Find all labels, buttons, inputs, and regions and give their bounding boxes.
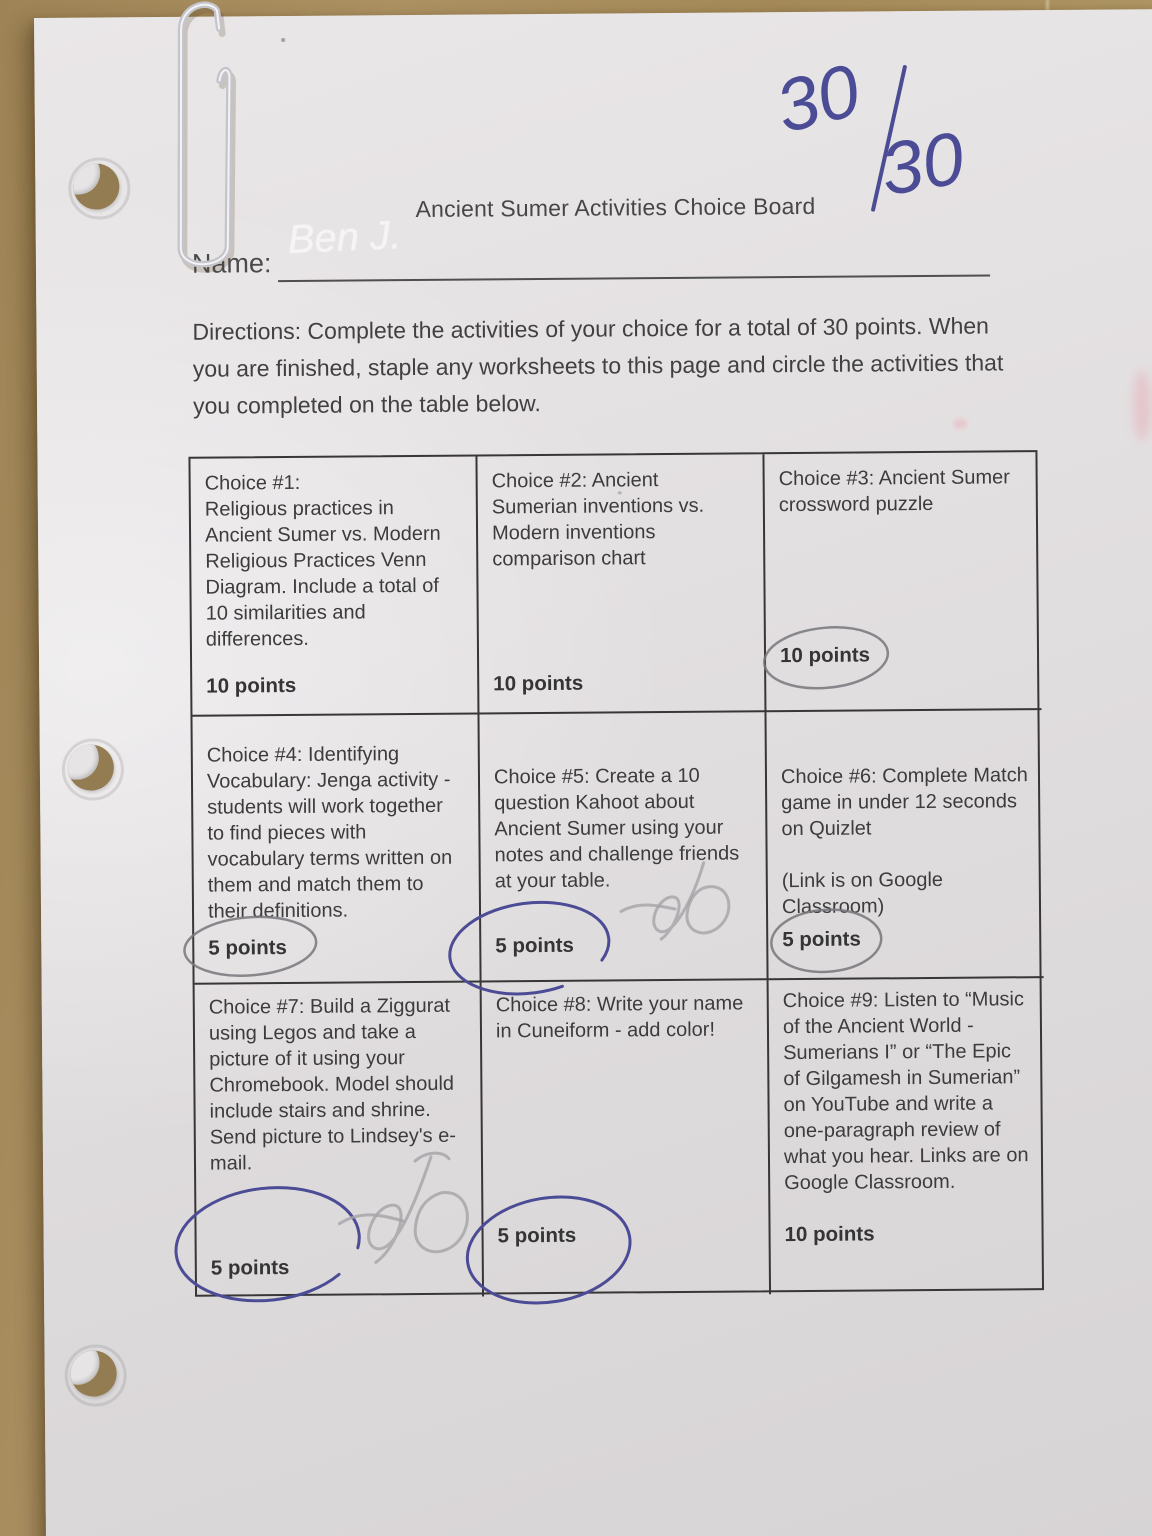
points-label: 5 points [495,934,574,958]
pink-smudge [953,419,967,429]
choice-description: Choice #2: Ancient Sumerian inventions vs. Modern inventions comparison chart [491,469,705,571]
dust-speck [281,38,285,42]
dust-speck [618,491,622,494]
points-label: 5 points [782,927,861,952]
choice-description: Choice #6: Complete Match game in under 12 seconds on Quizlet (Link is on Google Classroom) [780,764,1028,919]
points-label: 10 points [493,672,584,696]
choice-cell-7 [195,983,484,1299]
paperclip [164,0,250,297]
choice-description: Choice #7: Build a Ziggurat using Legos and take a picture of it using your Chromebook. Model should include stairs and shrine. Send picture to Lindsey's e-mail. [208,994,457,1175]
score-earned: 30 [767,47,869,149]
choice-cell-4 [192,715,481,985]
points-label: 10 points [206,674,297,699]
points-label: 5 points [208,936,287,961]
page-title: Ancient Sumer Activities Choice Board [415,192,816,223]
choice-cell-6 [766,710,1043,980]
choice-description: Choice #5: Create a 10 question Kahoot about Ancient Sumer using your notes and challenge friends at your table. [493,764,740,893]
worksheet-paper [34,9,1152,1536]
choice-description: Choice #9: Listen to “Music of the Ancient World - Sumerians I” or “The Epic of Gilgamesh in Sumerian” on YouTube and write a one-paragraph review of what you hear. Links are on Google Classroom. [782,988,1029,1195]
points-label: 10 points [784,1222,875,1247]
choice-board-table [188,450,1044,1297]
choice-description: Choice #1: Religious practices in Ancient Sumer vs. Modern Religious Practices Venn Diagram. Include a total of 10 similarities and differences. [204,471,441,651]
score-possible: 30 [874,115,970,212]
points-label: 10 points [779,643,871,668]
choice-description: Choice #8: Write your name in Cuneiform - add color! [495,992,744,1043]
pink-smudge [1133,369,1152,441]
name-value-handwritten: Ben J. [286,213,403,262]
points-label: 5 points [210,1256,290,1281]
choice-cell-1 [190,457,479,717]
name-label: Name: [191,248,272,279]
choice-cell-3 [764,452,1041,712]
choice-cell-8 [482,980,771,1296]
choice-cell-5 [479,712,768,982]
choice-description: Choice #3: Ancient Sumer crossword puzzle [778,466,1010,517]
directions-text: Directions: Complete the activities of your choice for a total of 30 points. When you are finished, staple any worksheets to this page and circle the activities that you completed on the table below. [192,312,1004,419]
points-label: 5 points [497,1224,577,1248]
choice-cell-2 [477,454,766,714]
choice-cell-9 [769,978,1046,1294]
choice-description: Choice #4: Identifying Vocabulary: Jenga activity - students will work together to find pieces with vocabulary terms written on them and match them to their definitions. [206,743,453,923]
